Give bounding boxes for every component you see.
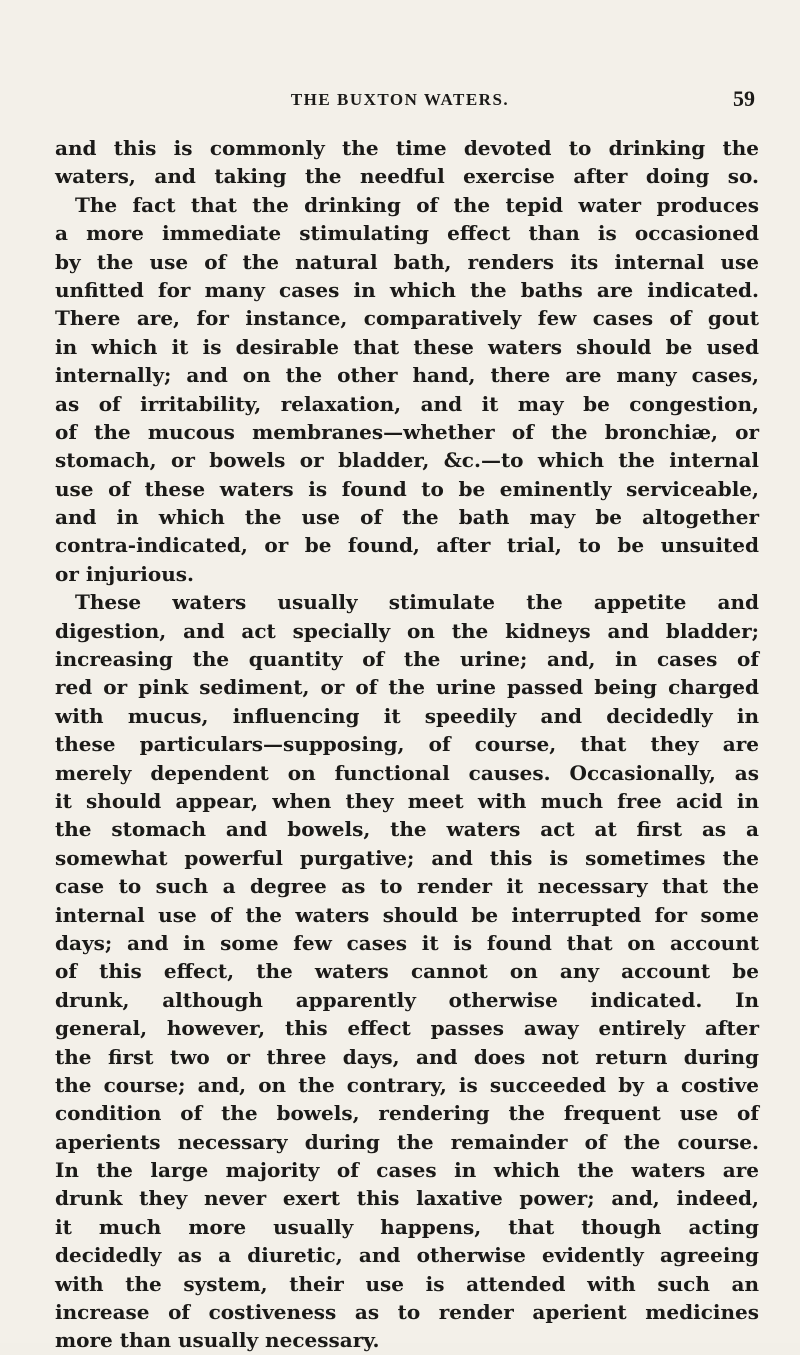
running-head xyxy=(0,86,800,116)
text-line: with mucus, influencing it speedily and decidedly in xyxy=(55,703,759,728)
text-line: use of these waters is found to be eminently serviceable, xyxy=(55,476,759,501)
text-line: and this is commonly the time devoted to drinking the xyxy=(55,136,759,160)
text-line: increasing the quantity of the urine; and, in cases of xyxy=(55,647,759,672)
text-line: days; and in some few cases it is found that on account xyxy=(55,930,759,955)
text-line: These waters usually stimulate the appetite and xyxy=(75,590,759,615)
text-line: or injurious. xyxy=(55,561,194,586)
text-line: as of irritability, relaxation, and it may be congestion, xyxy=(55,391,759,416)
text-line: the course; and, on the contrary, is succeeded by a costive xyxy=(55,1072,759,1097)
body-text xyxy=(55,134,759,1355)
text-line: decidedly as a diuretic, and otherwise evidently agreeing xyxy=(55,1243,759,1268)
text-line: a more immediate stimulating effect than is occasioned xyxy=(55,221,759,246)
text-line: merely dependent on functional causes. Occasionally, as xyxy=(55,760,759,785)
text-line: increase of costiveness as to render aperient medicines xyxy=(55,1300,759,1325)
text-line: it should appear, when they meet with much free acid in xyxy=(55,788,759,813)
text-line: digestion, and act specially on the kidneys and bladder; xyxy=(55,618,759,643)
text-line: There are, for instance, comparatively few cases of gout xyxy=(55,306,759,331)
text-line: by the use of the natural bath, renders its internal use xyxy=(55,249,759,274)
text-line: In the large majority of cases in which the waters are xyxy=(55,1158,759,1183)
text-line: contra-indicated, or be found, after trial, to be unsuited xyxy=(55,533,759,558)
text-line: somewhat powerful purgative; and this is sometimes the xyxy=(55,845,759,870)
text-line: unfitted for many cases in which the baths are indicated. xyxy=(55,277,759,302)
text-line: these particulars—supposing, of course, that they are xyxy=(55,732,759,757)
running-title: THE BUXTON WATERS. xyxy=(290,90,510,109)
text-line: of this effect, the waters cannot on any account be xyxy=(55,959,759,984)
text-line: condition of the bowels, rendering the frequent use of xyxy=(55,1101,759,1126)
text-line: in which it is desirable that these waters should be used xyxy=(55,334,759,359)
text-line: it much more usually happens, that though acting xyxy=(55,1214,759,1239)
text-line: more than usually necessary. xyxy=(55,1328,380,1353)
text-line: of the mucous membranes—whether of the bronchiæ, or xyxy=(55,419,759,444)
text-line: drunk they never exert this laxative power; and, indeed, xyxy=(55,1186,759,1211)
text-line: internally; and on the other hand, there are many cases, xyxy=(55,363,759,388)
text-line: internal use of the waters should be interrupted for some xyxy=(55,902,759,927)
text-line: the first two or three days, and does not return during xyxy=(55,1044,759,1069)
text-line: stomach, or bowels or bladder, &c.—to which the internal xyxy=(55,448,759,473)
text-line: red or pink sediment, or of the urine passed being charged xyxy=(55,675,759,700)
text-line: drunk, although apparently otherwise indicated. In xyxy=(55,987,759,1012)
page-number: 59 xyxy=(733,86,755,111)
text-line: the stomach and bowels, the waters act at first as a xyxy=(55,817,759,842)
text-line: and in which the use of the bath may be altogether xyxy=(55,505,759,530)
text-line: waters, and taking the needful exercise after doing so. xyxy=(55,164,759,189)
text-line: aperients necessary during the remainder of the course. xyxy=(55,1129,759,1154)
text-line: with the system, their use is attended with such an xyxy=(55,1271,759,1296)
text-line: case to such a degree as to render it necessary that the xyxy=(55,874,759,899)
text-line: general, however, this effect passes away entirely after xyxy=(55,1016,759,1041)
text-line: The fact that the drinking of the tepid water produces xyxy=(75,192,759,217)
